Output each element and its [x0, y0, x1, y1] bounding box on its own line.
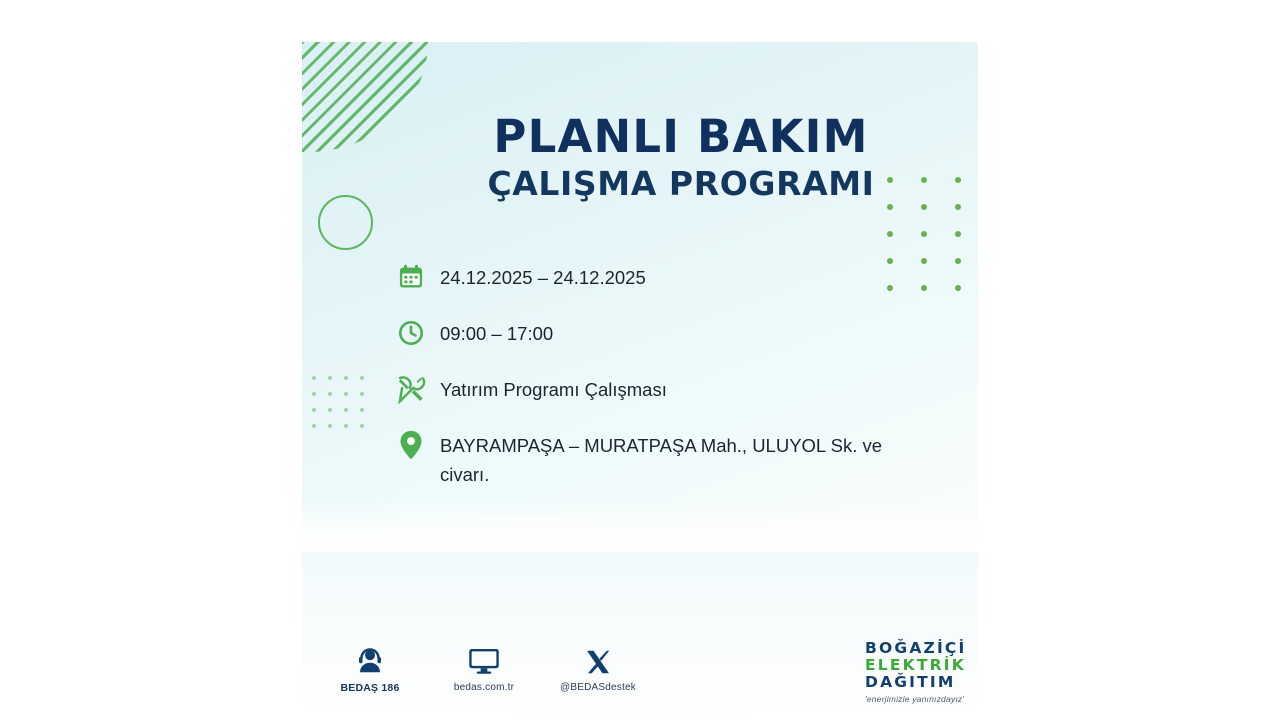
calendar-icon: [394, 260, 428, 294]
info-row-date-text: 24.12.2025 – 24.12.2025: [440, 267, 646, 288]
brand-line-3: DAĞITIM: [865, 673, 956, 691]
brand-line-1: BOĞAZİÇİ: [865, 639, 967, 657]
monitor-icon: [446, 642, 522, 676]
tools-icon: [394, 372, 428, 406]
info-row-date: [394, 260, 934, 294]
info-row-location-text: BAYRAMPAŞA – MURATPAŞA Mah., ULUYOL Sk. ve civarı.: [440, 435, 883, 485]
info-row-time-text: 09:00 – 17:00: [440, 323, 554, 344]
location-pin-icon: [394, 428, 428, 462]
contact-website[interactable]: [446, 642, 522, 694]
x-social-icon: [560, 642, 636, 676]
brand-line-2: ELEKTRİK: [865, 656, 966, 674]
info-row-worktype-text: Yatırım Programı Çalışması: [440, 379, 667, 400]
circle-decoration: [318, 195, 373, 250]
info-list: [394, 260, 934, 511]
maintenance-notice-card: [302, 42, 978, 720]
contact-phone[interactable]: [332, 642, 408, 694]
brand-logo: [865, 640, 966, 704]
dot-grid-left-decoration: [312, 376, 376, 440]
info-row-worktype: [394, 372, 934, 406]
brand-slogan: 'enerjimizle yanınızdayız': [865, 694, 965, 704]
support-agent-icon: [332, 642, 408, 676]
section-divider: [302, 500, 978, 560]
info-row-time: [394, 316, 934, 350]
contact-phone-label: BEDAŞ 186: [340, 682, 400, 694]
page-subtitle: ÇALIŞMA PROGRAMI: [487, 164, 875, 203]
footer-contacts: [332, 642, 636, 694]
contact-social-label: @BEDASdestek: [560, 682, 636, 693]
page-title: PLANLI BAKIM: [493, 110, 869, 163]
contact-website-label: bedas.com.tr: [453, 682, 515, 693]
contact-social[interactable]: [560, 642, 636, 694]
clock-icon: [394, 316, 428, 350]
info-row-location: [394, 428, 934, 489]
